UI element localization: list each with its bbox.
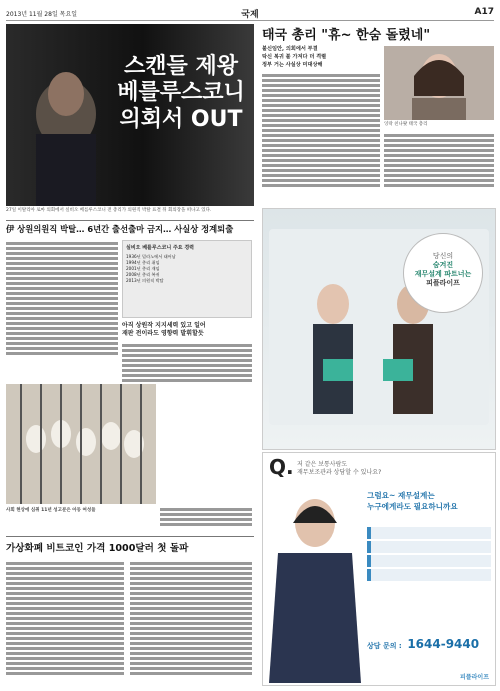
career-item: 2008년 총리 복귀 <box>126 272 160 277</box>
article-body-col1 <box>6 240 118 370</box>
article-headline: 伊 상원의원직 박탈… 6년간 출선출마 금지… 사실상 정계퇴출 <box>6 224 234 234</box>
ad2-a-line2: 누구에게라도 필요하니까요 <box>367 501 458 511</box>
ad-peoplelife-2 <box>262 452 496 686</box>
prison-bars <box>6 384 156 504</box>
yingluck-figure <box>384 46 494 120</box>
prison-caption-body <box>160 506 252 531</box>
thai-sub-line1: 불신임안, 의회에서 부결 <box>262 46 318 52</box>
page-number: A17 <box>474 7 494 17</box>
ad-peoplelife-1 <box>262 208 496 450</box>
ad2-service-list <box>367 527 491 581</box>
career-item: 1994년 총리 취임 <box>126 260 160 265</box>
ad1-brand-small: 피플라이프 <box>426 279 460 288</box>
ad2-hotline-number: 1644-9440 <box>407 637 480 651</box>
thai-body-col2 <box>384 132 494 202</box>
thai-sub-line2: 탁신 복귀 불 가져다 더 격렬 <box>262 53 327 60</box>
thai-subheads <box>262 46 380 69</box>
photo-headline-line3: 의회서 OUT <box>119 106 243 132</box>
prison-caption: 사회 현상에 심취 11년 성고분은 아동 여성들 <box>6 508 96 513</box>
ad2-hotline <box>367 633 491 652</box>
bitcoin-body-col1 <box>6 560 124 680</box>
ad1-q-line1: 당신의 <box>432 252 454 260</box>
career-item: 1936년 밀라노에서 태어남 <box>126 254 176 259</box>
career-item: 2013년 의원직 박탈 <box>126 278 164 283</box>
sub-headline <box>122 322 252 339</box>
ad1-q-line3: 재무설계 파트너는 <box>414 270 472 279</box>
prison-photo <box>6 384 156 504</box>
career-box <box>122 240 252 318</box>
ad2-brand: 피플라이프 <box>460 674 489 681</box>
sub-headline-line2: 재판 전이라도 영향력 발휘할듯 <box>122 330 204 338</box>
career-box-title: 실비오 베를루스코니 주요 경력 <box>126 245 195 251</box>
ad2-hotline-label: 상담 문의 : <box>367 642 402 650</box>
photo-headline-line2: 베를루스코니 <box>117 80 245 106</box>
header-date: 2013년 11월 28일 목요일 <box>6 11 78 18</box>
ad2-q-line2: 재무보조관과 상담할 수 있나요? <box>297 468 382 476</box>
ad2-q-line1: 저 같은 보통사람도 <box>297 461 348 468</box>
bitcoin-headline: 가상화폐 비트코인 가격 1000달러 첫 돌파 <box>6 543 189 554</box>
ad2-q-mark: Q. <box>269 455 294 479</box>
yingluck-caption: 잉락 친나왓 태국 총리 <box>384 122 428 127</box>
thai-body <box>262 72 380 202</box>
page-header <box>6 6 494 21</box>
photo-caption: 27일 이탈리아 로마 의회에서 실비오 베를루스코니 전 총리가 의원직 박탈 표결 뒤 회의장을 떠나고 있다. <box>6 208 212 213</box>
career-item: 2001년 총리 재임 <box>126 266 160 271</box>
ad2-man <box>263 483 495 683</box>
ad2-a-line1: 그럼요~ 재무설계는 <box>367 491 435 500</box>
ad1-q-line2: 숨겨진 <box>432 261 454 270</box>
photo-headline-line1: 스캔들 제왕 <box>124 54 238 79</box>
sub-headline-line1: 아직 상원작 지지세력 있고 일어 <box>122 322 206 329</box>
section-title: 국제 <box>241 10 259 20</box>
yingluck-photo <box>384 46 494 120</box>
thai-headline: 태국 총리 "휴~ 한숨 돌렸네" <box>262 28 431 43</box>
berlusconi-photo <box>6 24 254 206</box>
bitcoin-body-col2 <box>130 560 252 680</box>
thai-sub-line3: 정부 거는 사실상 미대상해 <box>262 61 323 68</box>
